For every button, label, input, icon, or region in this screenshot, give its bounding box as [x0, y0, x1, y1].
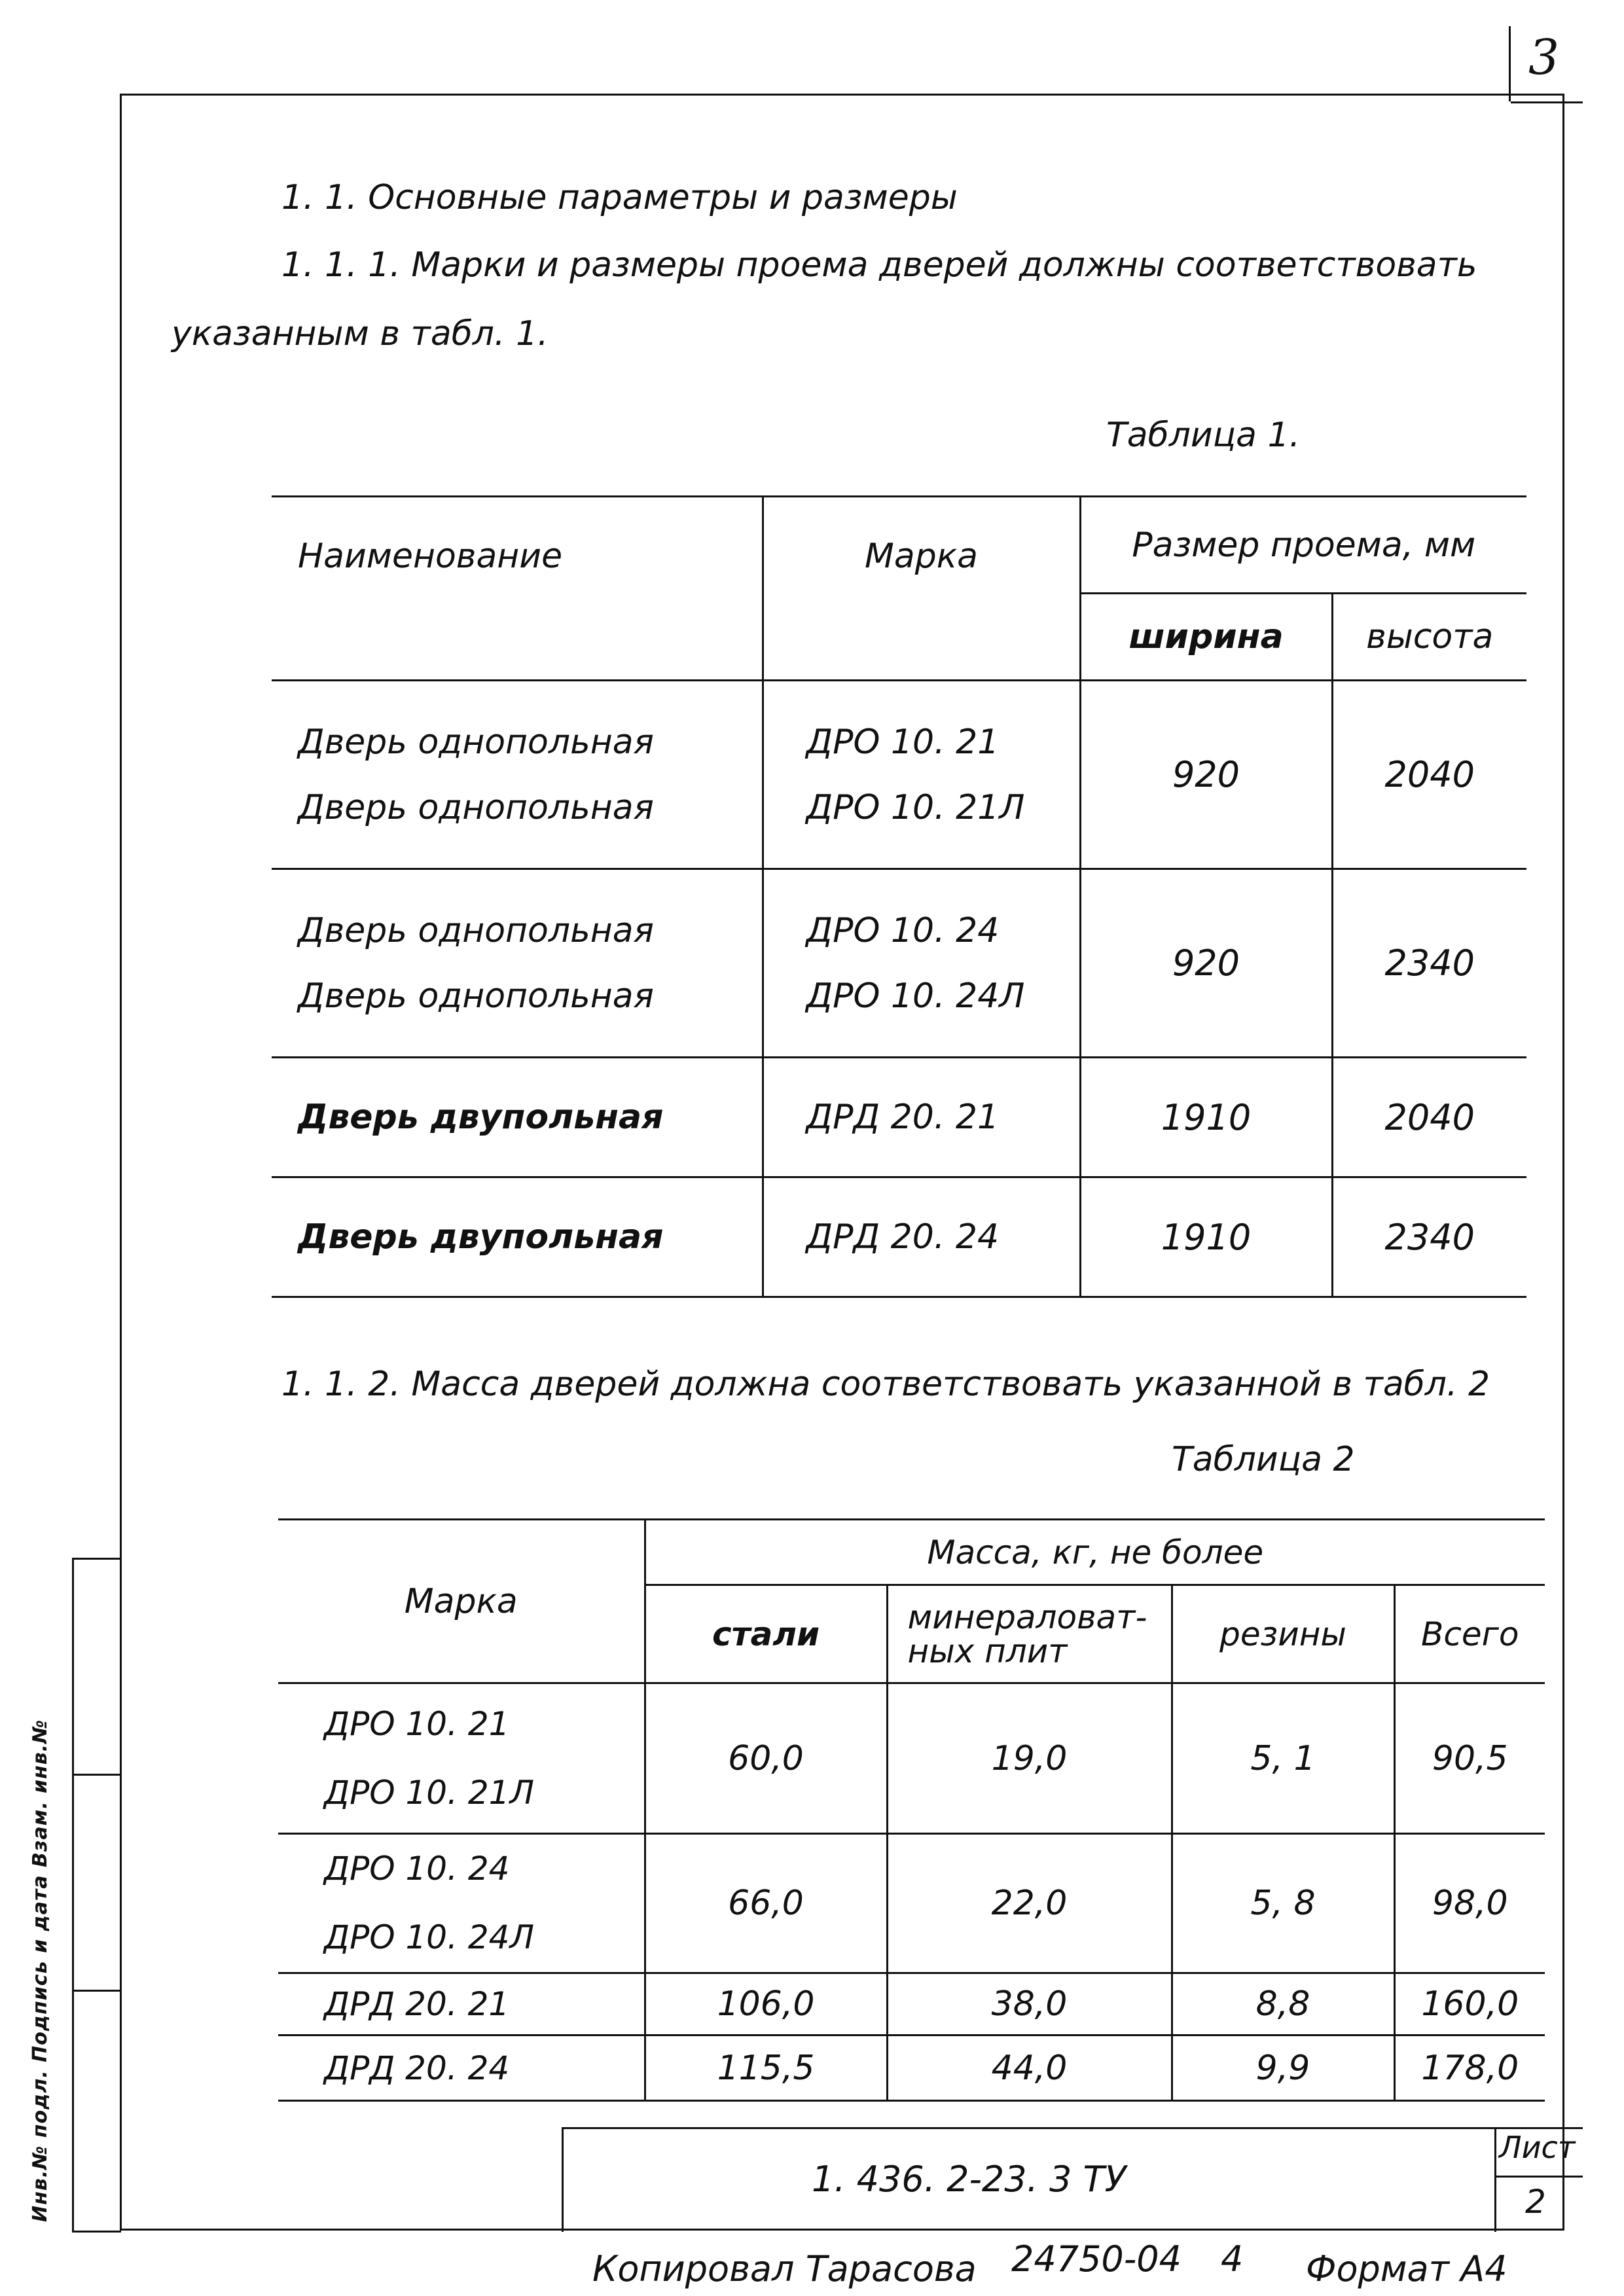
t2-row-mark: ДРО 10. 24	[324, 1850, 510, 1888]
t1-row-mark: ДРД 20. 21	[763, 1058, 1080, 1177]
t2-row-steel: 106,0	[645, 1973, 887, 2036]
t1-row-mark: ДРД 20. 24	[763, 1177, 1080, 1297]
table-2-caption: Таблица 2	[1172, 1440, 1355, 1479]
table-row	[272, 869, 1526, 1058]
t2-row-steel: 60,0	[645, 1683, 887, 1834]
page-number: 3	[1528, 29, 1560, 86]
t2-row-total: 160,0	[1394, 1973, 1545, 2036]
t2-header-mass: Масса, кг, не более	[645, 1520, 1545, 1585]
t2-header-rubber: резины	[1172, 1585, 1394, 1683]
t2-row-mark: ДРО 10. 21Л	[324, 1773, 535, 1812]
footer-format: Формат А4	[1306, 2248, 1507, 2289]
sheet-number: 2	[1525, 2183, 1546, 2221]
t2-header-steel: стали	[645, 1585, 887, 1683]
t2-row-mineral: 19,0	[887, 1683, 1172, 1834]
t1-header-name: Наименование	[272, 497, 763, 681]
t1-row-name: Дверь двупольная	[272, 1058, 763, 1177]
t2-row-rubber: 8,8	[1172, 1973, 1394, 2036]
t1-row-width: 1910	[1080, 1058, 1332, 1177]
table-row	[272, 681, 1526, 869]
t2-row-mark: ДРО 10. 24Л	[324, 1918, 535, 1956]
table-row	[272, 1177, 1526, 1297]
document-code: 1. 436. 2-23. 3 ТУ	[812, 2159, 1127, 2200]
t2-row-mark: ДРД 20. 21	[278, 1973, 645, 2036]
table-1-caption: Таблица 1.	[1106, 416, 1301, 455]
t2-row-total: 90,5	[1394, 1683, 1545, 1834]
t1-row-width: 1910	[1080, 1177, 1332, 1297]
footer-order-number: 24750-04	[1011, 2238, 1182, 2280]
frame-side-bottom	[72, 2231, 121, 2233]
paragraph-2: 1. 1. 2. Масса дверей должна соответствовать указанной в табл. 2	[281, 1365, 1490, 1404]
t1-row-name: Дверь однопольная	[298, 787, 654, 827]
sheet-label: Лист	[1499, 2130, 1576, 2165]
t1-header-width: ширина	[1080, 594, 1332, 681]
frame-side-divider	[72, 1990, 121, 1992]
title-block-sheet-divider	[1494, 2176, 1583, 2178]
side-stamp: Инв.№ подл. Подпись и дата Взам. инв.№	[29, 1719, 52, 2222]
t1-row-height: 2040	[1332, 1058, 1526, 1177]
t2-row-total: 98,0	[1394, 1834, 1545, 1973]
t1-row-name: Дверь однопольная	[298, 722, 654, 762]
t1-row-mark: ДРО 10. 21	[806, 722, 1000, 762]
t1-row-height: 2340	[1332, 1177, 1526, 1297]
t2-row-mark: ДРО 10. 21	[324, 1704, 510, 1743]
t2-header-mineral: минераловат-ных плит	[887, 1585, 1172, 1683]
t2-row-rubber: 9,9	[1172, 2036, 1394, 2101]
table-row	[278, 1683, 1545, 1834]
frame-side-strip	[72, 1558, 74, 2232]
section-heading: 1. 1. Основные параметры и размеры	[281, 178, 958, 217]
title-block-divider	[1494, 2127, 1496, 2232]
corner-rule	[1509, 26, 1511, 101]
t2-row-mineral: 44,0	[887, 2036, 1172, 2101]
table-1	[272, 495, 1526, 1298]
table-row	[278, 2036, 1545, 2101]
t1-row-name: Дверь однопольная	[298, 976, 654, 1016]
t2-row-total: 178,0	[1394, 2036, 1545, 2101]
t1-row-name: Дверь однопольная	[298, 910, 654, 950]
table-row	[272, 1058, 1526, 1177]
t1-row-name: Дверь двупольная	[272, 1177, 763, 1297]
t1-row-height: 2040	[1332, 681, 1526, 869]
table-row	[278, 1834, 1545, 1973]
paragraph-1-line-1: 1. 1. 1. Марки и размеры проема дверей должны соответствовать	[281, 245, 1477, 285]
frame-side-divider	[72, 1774, 121, 1776]
t2-row-mark: ДРД 20. 24	[278, 2036, 645, 2101]
footer-copied-by: Копировал Тарасова	[592, 2248, 977, 2289]
t1-row-width: 920	[1080, 869, 1332, 1058]
paragraph-1-line-2: указанным в табл. 1.	[171, 314, 549, 353]
t2-row-rubber: 5, 1	[1172, 1683, 1394, 1834]
t2-row-mineral: 38,0	[887, 1973, 1172, 2036]
footer-copy-number: 4	[1221, 2238, 1244, 2280]
t1-row-height: 2340	[1332, 869, 1526, 1058]
table-row	[278, 1973, 1545, 2036]
t2-row-steel: 66,0	[645, 1834, 887, 1973]
t1-row-mark: ДРО 10. 24	[806, 910, 1000, 950]
t2-row-mineral: 22,0	[887, 1834, 1172, 1973]
t1-row-width: 920	[1080, 681, 1332, 869]
t2-header-total: Всего	[1394, 1585, 1545, 1683]
frame-side-divider	[72, 1558, 121, 1560]
table-2	[278, 1518, 1545, 2102]
t2-row-steel: 115,5	[645, 2036, 887, 2101]
t1-header-height: высота	[1332, 594, 1526, 681]
t2-header-mark: Марка	[278, 1520, 645, 1683]
t1-header-mark: Марка	[763, 497, 1080, 681]
t1-row-mark: ДРО 10. 24Л	[806, 976, 1025, 1016]
t2-row-rubber: 5, 8	[1172, 1834, 1394, 1973]
t1-row-mark: ДРО 10. 21Л	[806, 787, 1025, 827]
t1-header-size: Размер проема, мм	[1080, 497, 1526, 594]
